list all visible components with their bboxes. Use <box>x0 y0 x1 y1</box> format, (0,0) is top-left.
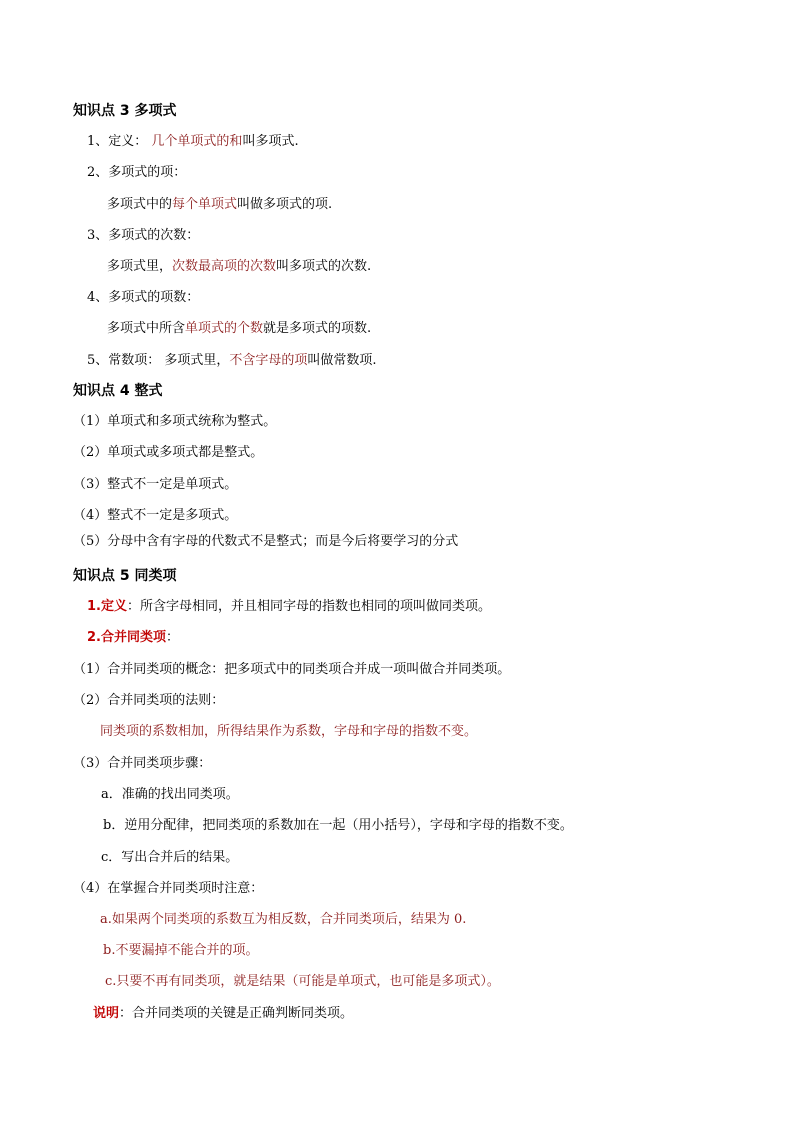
section-3-title: 知识点 3 多项式 <box>73 103 177 119</box>
s3-constant-pre: 5、常数项： 多项式里， <box>87 353 230 368</box>
s5-explanation-line <box>93 1005 353 1023</box>
s3-terms-pre: 多项式中的 <box>107 197 173 212</box>
s5-explanation-text: ：合并同类项的关键是正确判断同类项。 <box>119 1006 354 1021</box>
s4-item: （2）单项式或多项式都是整式。 <box>73 445 264 460</box>
section-5-title: 知识点 5 同类项 <box>73 568 177 584</box>
s5-rule-text: 同类项的系数相加，所得结果作为系数，字母和字母的指数不变。 <box>100 724 478 739</box>
s3-count-post: 就是多项式的项数. <box>263 321 372 336</box>
s3-constant-post: 叫做常数项. <box>307 353 377 368</box>
s5-merge-label: 2.合并同类项 <box>87 630 166 645</box>
s3-terms-post: 叫做多项式的项. <box>237 197 333 212</box>
s5-merge-colon: ： <box>165 630 179 645</box>
s5-definition-line <box>87 598 491 616</box>
s5-note-a: a.如果两个同类项的系数互为相反数，合并同类项后，结果为 0. <box>100 912 467 927</box>
s4-item: （1）单项式和多项式统称为整式。 <box>73 414 277 429</box>
s5-explanation-label: 说明 <box>93 1006 120 1021</box>
s5-def-label: 1.定义 <box>87 599 127 614</box>
s3-count-line <box>107 320 371 338</box>
s3-count-highlight: 单项式的个数 <box>185 321 264 336</box>
s4-item: （4）整式不一定是多项式。 <box>73 508 238 523</box>
s3-def-label: 1、定义： <box>87 134 148 149</box>
s5-step-c: c．写出合并后的结果。 <box>101 850 239 865</box>
s3-terms-highlight: 每个单项式 <box>172 197 238 212</box>
s5-step-a: a．准确的找出同类项。 <box>101 787 239 802</box>
s5-notes-heading: （4）在掌握合并同类项时注意： <box>73 881 264 896</box>
s3-definition-line <box>87 133 299 151</box>
s3-degree-pre: 多项式里， <box>107 259 173 274</box>
s3-constant-line <box>87 352 377 370</box>
s3-count-pre: 多项式中所含 <box>107 321 186 336</box>
s3-def-tail: 叫多项式. <box>242 134 299 149</box>
s3-degree-heading: 3、多项式的次数： <box>87 228 200 243</box>
s5-def-text: ：所含字母相同，并且相同字母的指数也相同的项叫做同类项。 <box>126 599 491 614</box>
s3-degree-post: 叫多项式的次数. <box>276 259 372 274</box>
s3-constant-highlight: 不含字母的项 <box>229 353 308 368</box>
s5-step-b: b．逆用分配律，把同类项的系数加在一起（用小括号），字母和字母的指数不变。 <box>103 818 573 833</box>
s3-terms-line <box>107 196 332 214</box>
s4-item: （3）整式不一定是单项式。 <box>73 477 238 492</box>
s3-count-heading: 4、多项式的项数： <box>87 290 200 305</box>
s5-note-c: c.只要不再有同类项，就是结果（可能是单项式，也可能是多项式）。 <box>105 974 500 989</box>
s3-terms-heading: 2、多项式的项： <box>87 165 187 180</box>
s3-degree-line <box>107 258 371 276</box>
s4-item: （5）分母中含有字母的代数式不是整式；而是今后将要学习的分式 <box>73 534 459 549</box>
s5-merge-heading <box>87 629 179 647</box>
s5-rule-heading: （2）合并同类项的法则： <box>73 693 225 708</box>
s5-concept-line: （1）合并同类项的概念：把多项式中的同类项合并成一项叫做合并同类项。 <box>73 662 511 677</box>
s3-def-highlight: 几个单项式的和 <box>151 134 243 149</box>
s3-degree-highlight: 次数最高项的次数 <box>172 259 277 274</box>
s5-note-b: b.不要漏掉不能合并的项。 <box>103 943 259 958</box>
section-4-title: 知识点 4 整式 <box>73 383 163 399</box>
s5-steps-heading: （3）合并同类项步骤： <box>73 756 212 771</box>
